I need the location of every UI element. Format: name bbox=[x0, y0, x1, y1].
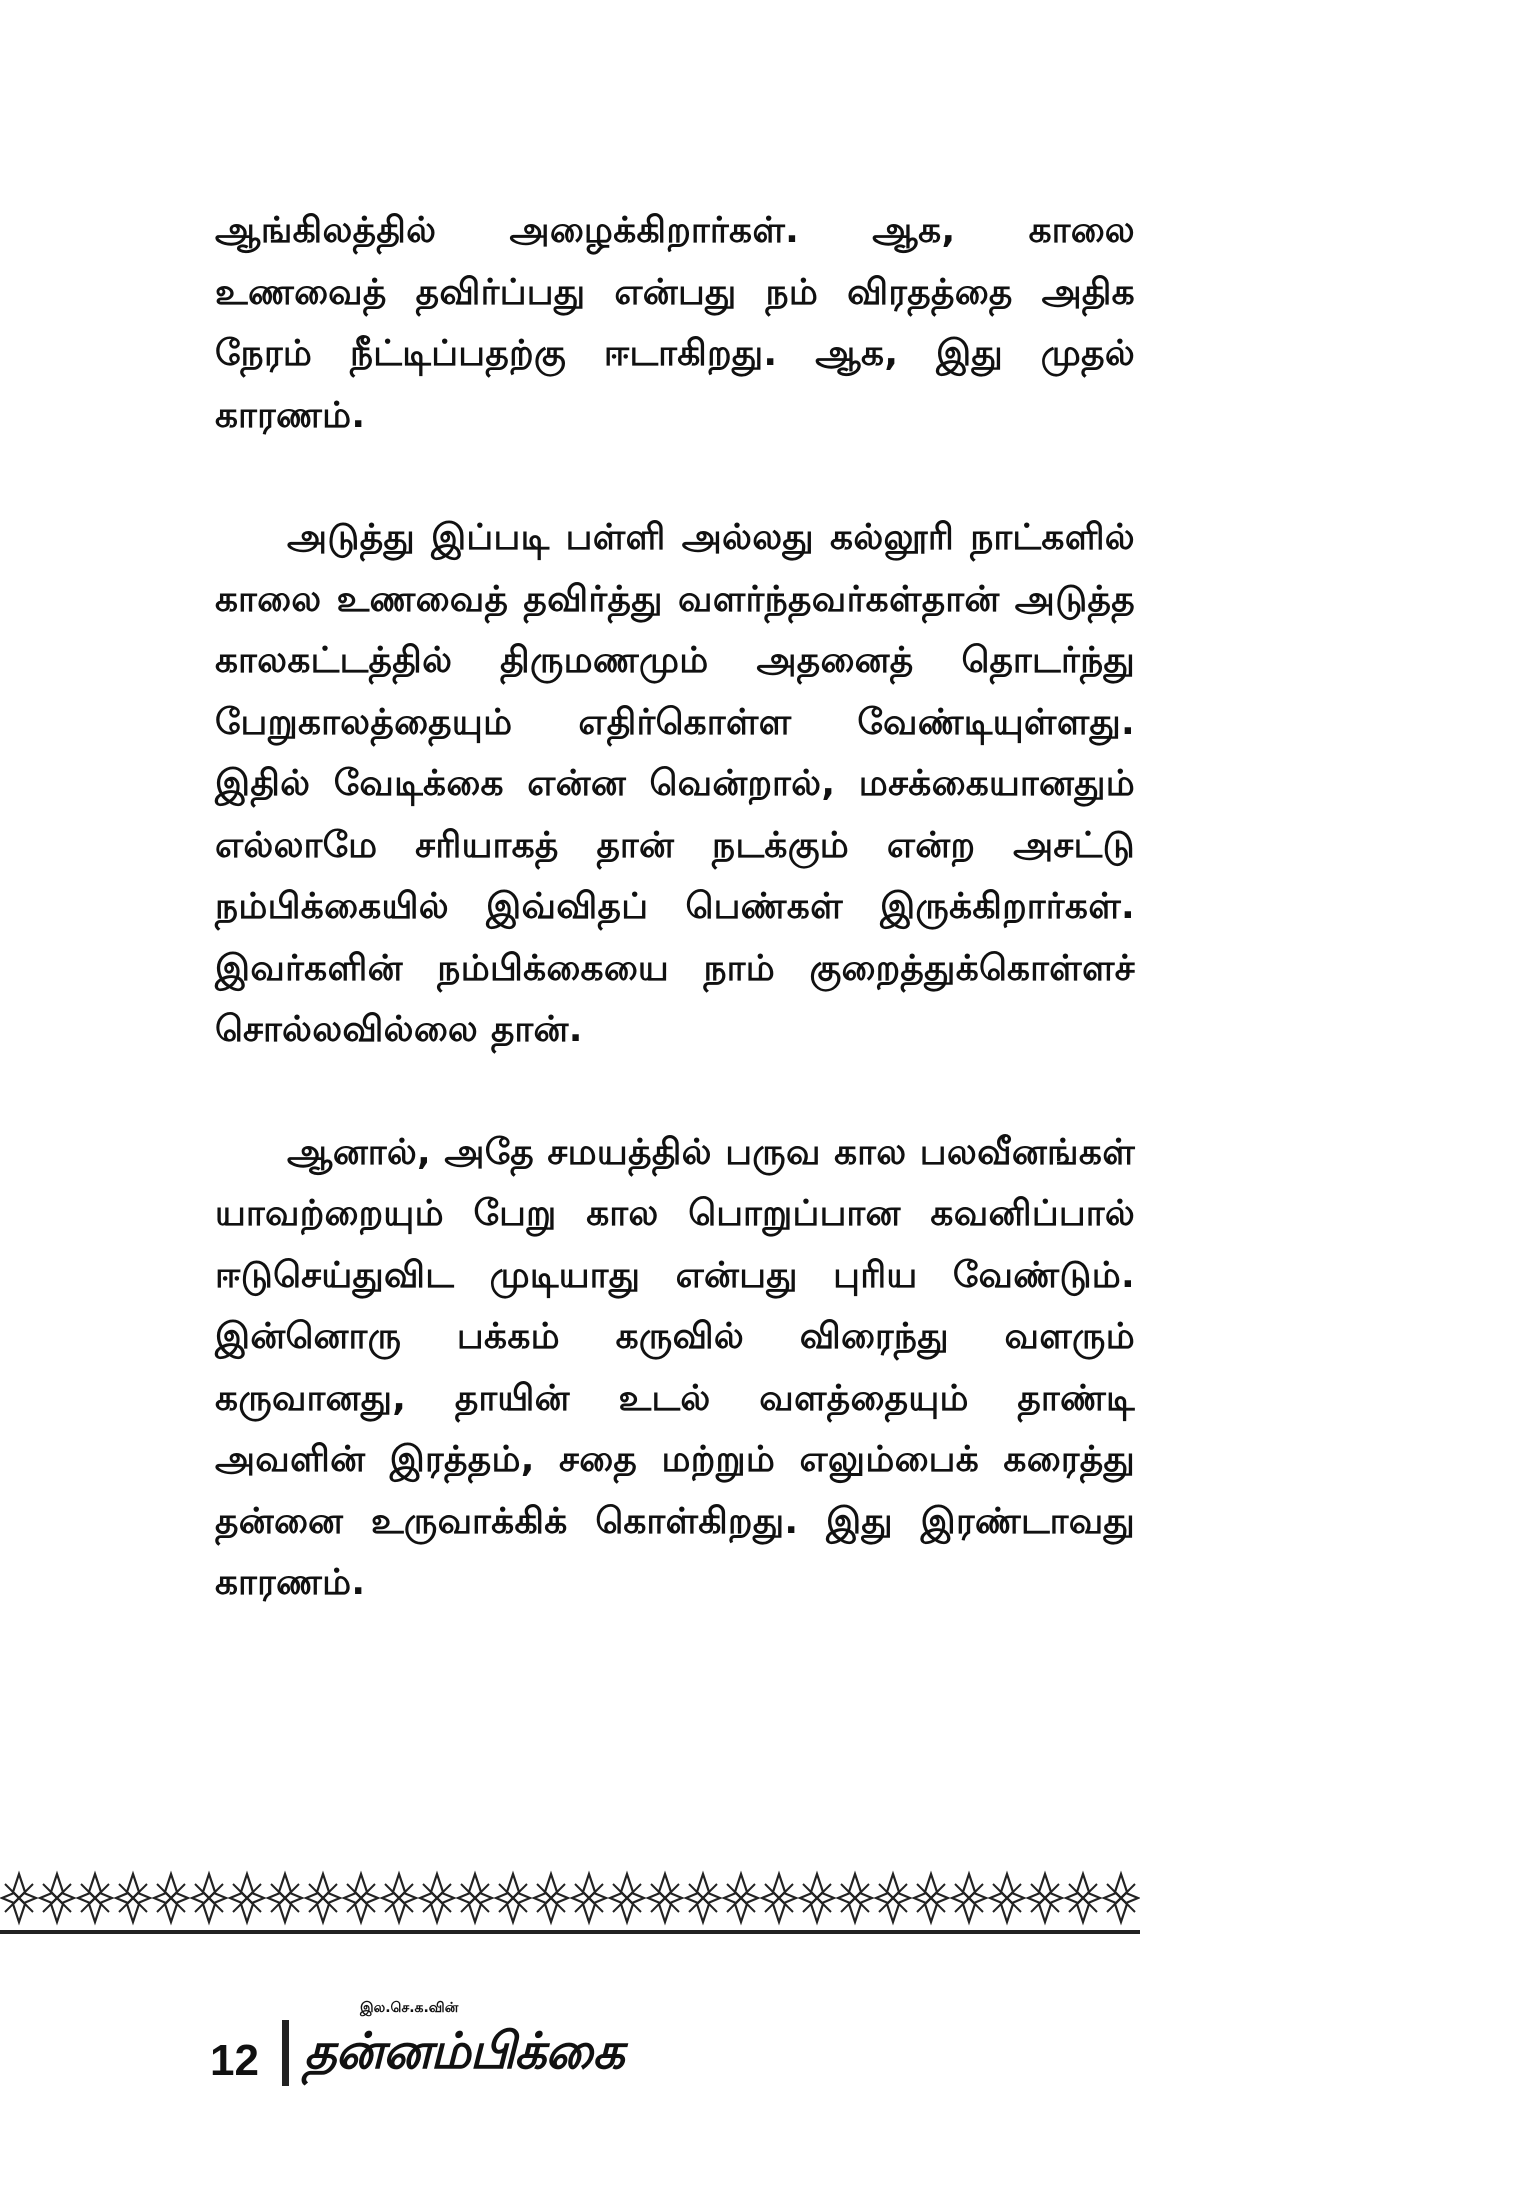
ornament-motif bbox=[800, 1874, 834, 1922]
ornament-motif bbox=[230, 1874, 264, 1922]
ornament-motif bbox=[458, 1874, 492, 1922]
ornament-motif bbox=[876, 1874, 910, 1922]
page-number: 12 bbox=[210, 2036, 259, 2085]
ornament-motif bbox=[572, 1874, 606, 1922]
paragraph-1: ஆங்கிலத்தில் அழைக்கிறார்கள். ஆக, காலை உணவைத் தவிர்ப்பது என்பது நம் விரதத்தை அதிக நேரம் நீட்டிப்பதற்கு ஈடாகிறது. ஆக, இது முதல் காரணம். bbox=[215, 210, 1135, 436]
ornament-motif bbox=[686, 1874, 720, 1922]
series-label: இல.செ.க.வின் bbox=[360, 2000, 459, 2016]
page-footer bbox=[210, 2000, 710, 2085]
ornament-motif bbox=[990, 1874, 1024, 1922]
ornament-motif bbox=[496, 1874, 530, 1922]
ornament-motif bbox=[1028, 1874, 1062, 1922]
ornament-motif bbox=[40, 1874, 74, 1922]
ornament-motif bbox=[116, 1874, 150, 1922]
ornament-motif bbox=[610, 1874, 644, 1922]
paragraph-3: ஆனால், அதே சமயத்தில் பருவ கால பலவீனங்கள் யாவற்றையும் பேறு கால பொறுப்பான கவனிப்பால் ஈடுசெய்துவிட முடியாது என்பது புரிய வேண்டும். இன்னொரு பக்கம் கருவில் விரைந்து வளரும் கருவானது, தாயின் உடல் வளத்தையும் தாண்டி அவளின் இரத்தம், சதை மற்றும் எலும்பைக் கரைத்து தன்னை உருவாக்கிக் கொள்கிறது. இது இரண்டாவது காரணம். bbox=[215, 1131, 1135, 1603]
ornament-motif bbox=[724, 1874, 758, 1922]
ornament-motif bbox=[838, 1874, 872, 1922]
ornament-motif bbox=[648, 1874, 682, 1922]
ornament-motif bbox=[78, 1874, 112, 1922]
ornament-motif bbox=[534, 1874, 568, 1922]
ornament-motif bbox=[1066, 1874, 1100, 1922]
ornament-motif bbox=[344, 1874, 378, 1922]
body-text bbox=[215, 200, 1135, 1614]
paragraph-2: அடுத்து இப்படி பள்ளி அல்லது கல்லூரி நாட்களில் காலை உணவைத் தவிர்த்து வளர்ந்தவர்கள்தான் அடுத்த காலகட்டத்தில் திருமணமும் அதனைத் தொடர்ந்து பேறுகாலத்தையும் எதிர்கொள்ள வேண்டியுள்ளது. இதில் வேடிக்கை என்ன வென்றால், மசக்கையானதும் எல்லாமே சரியாகத் தான் நடக்கும் என்ற அசட்டு நம்பிக்கையில் இவ்விதப் பெண்கள் இருக்கிறார்கள். இவர்களின் நம்பிக்கையை நாம் குறைத்துக்கொள்ளச் சொல்லவில்லை தான். bbox=[215, 517, 1135, 1050]
ornament-motif bbox=[952, 1874, 986, 1922]
ornament-border bbox=[0, 1868, 1140, 1928]
ornament-motif bbox=[2, 1874, 36, 1922]
ornament-motif bbox=[382, 1874, 416, 1922]
ornament-motif bbox=[762, 1874, 796, 1922]
book-title: தன்னம்பிக்கை bbox=[304, 2022, 624, 2080]
ornament-motif bbox=[268, 1874, 302, 1922]
ornament-motif bbox=[154, 1874, 188, 1922]
ornament-motif bbox=[306, 1874, 340, 1922]
ornament-motif bbox=[1104, 1874, 1138, 1922]
footer-divider bbox=[282, 2020, 289, 2086]
ornament-rule bbox=[0, 1930, 1140, 1934]
ornament-motif bbox=[914, 1874, 948, 1922]
ornament-motif bbox=[192, 1874, 226, 1922]
ornament-motif bbox=[420, 1874, 454, 1922]
